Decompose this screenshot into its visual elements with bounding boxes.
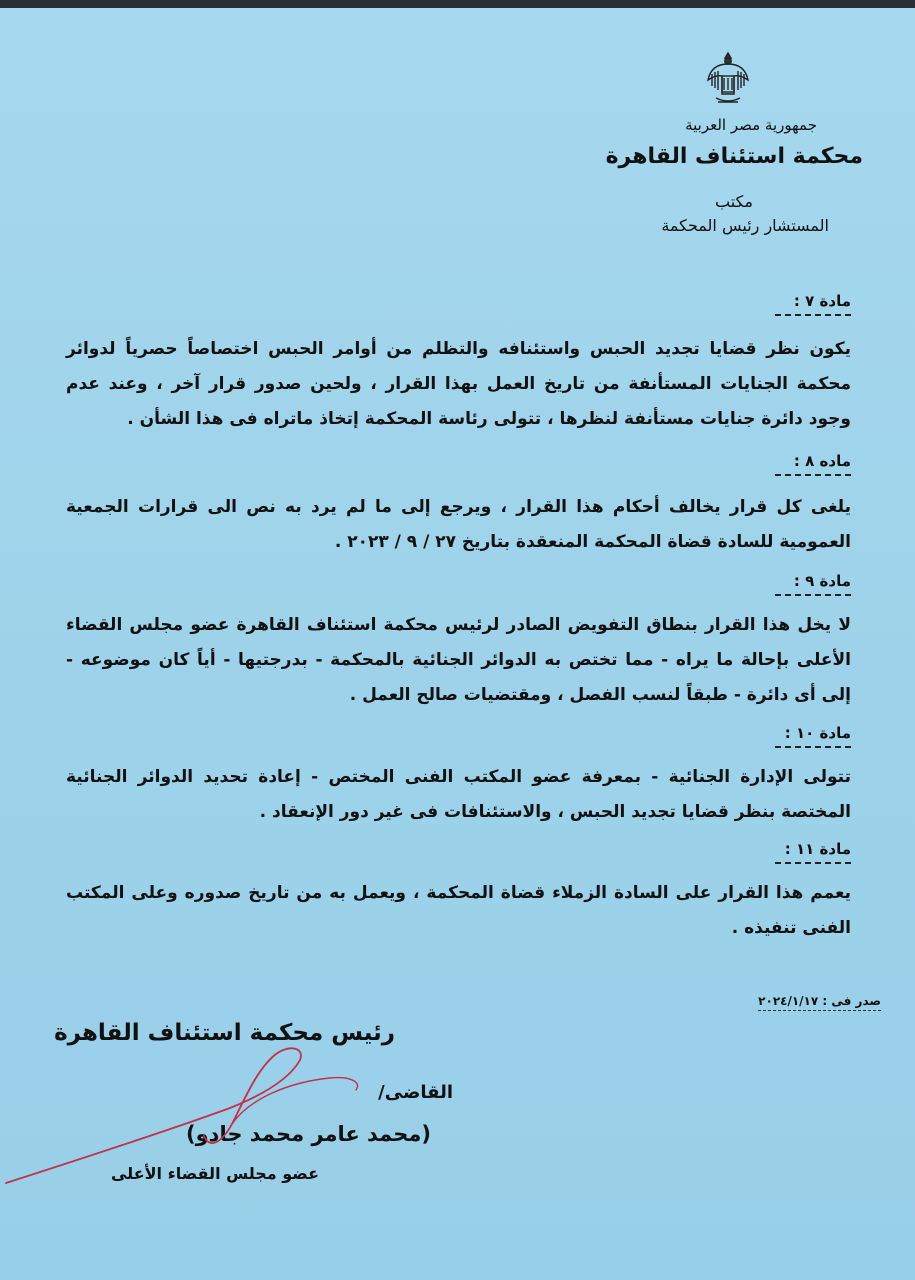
country-name: جمهورية مصر العربية — [685, 116, 817, 134]
window-top-bar — [0, 0, 915, 8]
article-11-text: يعمم هذا القرار على السادة الزملاء قضاة المحكمة ، ويعمل به من تاريخ صدوره وعلى المكتب الفنى تنفيذه . — [66, 883, 851, 938]
issue-date-value: ٢٠٢٤/١/١٧ — [758, 994, 819, 1008]
issue-date — [758, 994, 881, 1008]
article-9-text: لا يخل هذا القرار بنطاق التفويض الصادر لرئيس محكمة استئناف القاهرة عضو مجلس القضاء الأعلى بإحالة ما يراه - مما تختص به الدوائر الجنائية بالمحكمة - بدرجتيها - أياً كان موضوعه - إلى أى دائرة - طبقاً لنسب الفصل ، ومقتضيات صالح العمل . — [66, 615, 851, 705]
article-7-text: يكون نظر قضايا تجديد الحبس واستئنافه والتظلم من أوامر الحبس اختصاصاً حصرياً لدوائر محكمة الجنايات المستأنفة من تاريخ العمل بهذا القرار ، ولحين صدور قرار آخر ، وعند عدم وجود دائرة جنايات مستأنفة لنظرها ، تتولى رئاسة المحكمة إتخاذ ماتراه فى هذا الشأن . — [66, 339, 851, 429]
decree-document — [0, 8, 915, 1280]
eagle-emblem-icon — [706, 50, 750, 108]
office-label: مكتب — [715, 192, 753, 211]
office-holder: المستشار رئيس المحكمة — [661, 216, 829, 235]
article-9-title: مادة ٩ : — [794, 572, 851, 590]
article-8-text: يلغى كل قرار يخالف أحكام هذا القرار ، ويرجع إلى ما لم يرد به نص الى قرارات الجمعية العمومية للسادة قضاة المحكمة المنعقدة بتاريخ ٢٧ / ٩ / ٢٠٢٣ . — [66, 497, 851, 552]
signatory-name: (محمد عامر محمد جادو) — [186, 1122, 431, 1146]
article-8-title: ماده ٨ : — [794, 452, 851, 470]
article-10-title: مادة ١٠ : — [785, 724, 851, 742]
article-11-title: مادة ١١ : — [785, 840, 851, 858]
court-name: محكمة استئناف القاهرة — [605, 144, 863, 169]
signatory-role: القاضى/ — [378, 1082, 453, 1103]
signatory-membership: عضو مجلس القضاء الأعلى — [110, 1164, 319, 1183]
article-10-text: تتولى الإدارة الجنائية - بمعرفة عضو المكتب الفنى المختص - إعادة تحديد الدوائر الجنائية المختصة بنظر قضايا تجديد الحبس ، والاستئنافات فى غير دور الإنعقاد . — [66, 767, 851, 822]
signatory-title: رئيس محكمة استئناف القاهرة — [54, 1020, 395, 1046]
issue-date-label: صدر فى : — [822, 994, 881, 1008]
article-7-title: مادة ٧ : — [794, 292, 851, 310]
